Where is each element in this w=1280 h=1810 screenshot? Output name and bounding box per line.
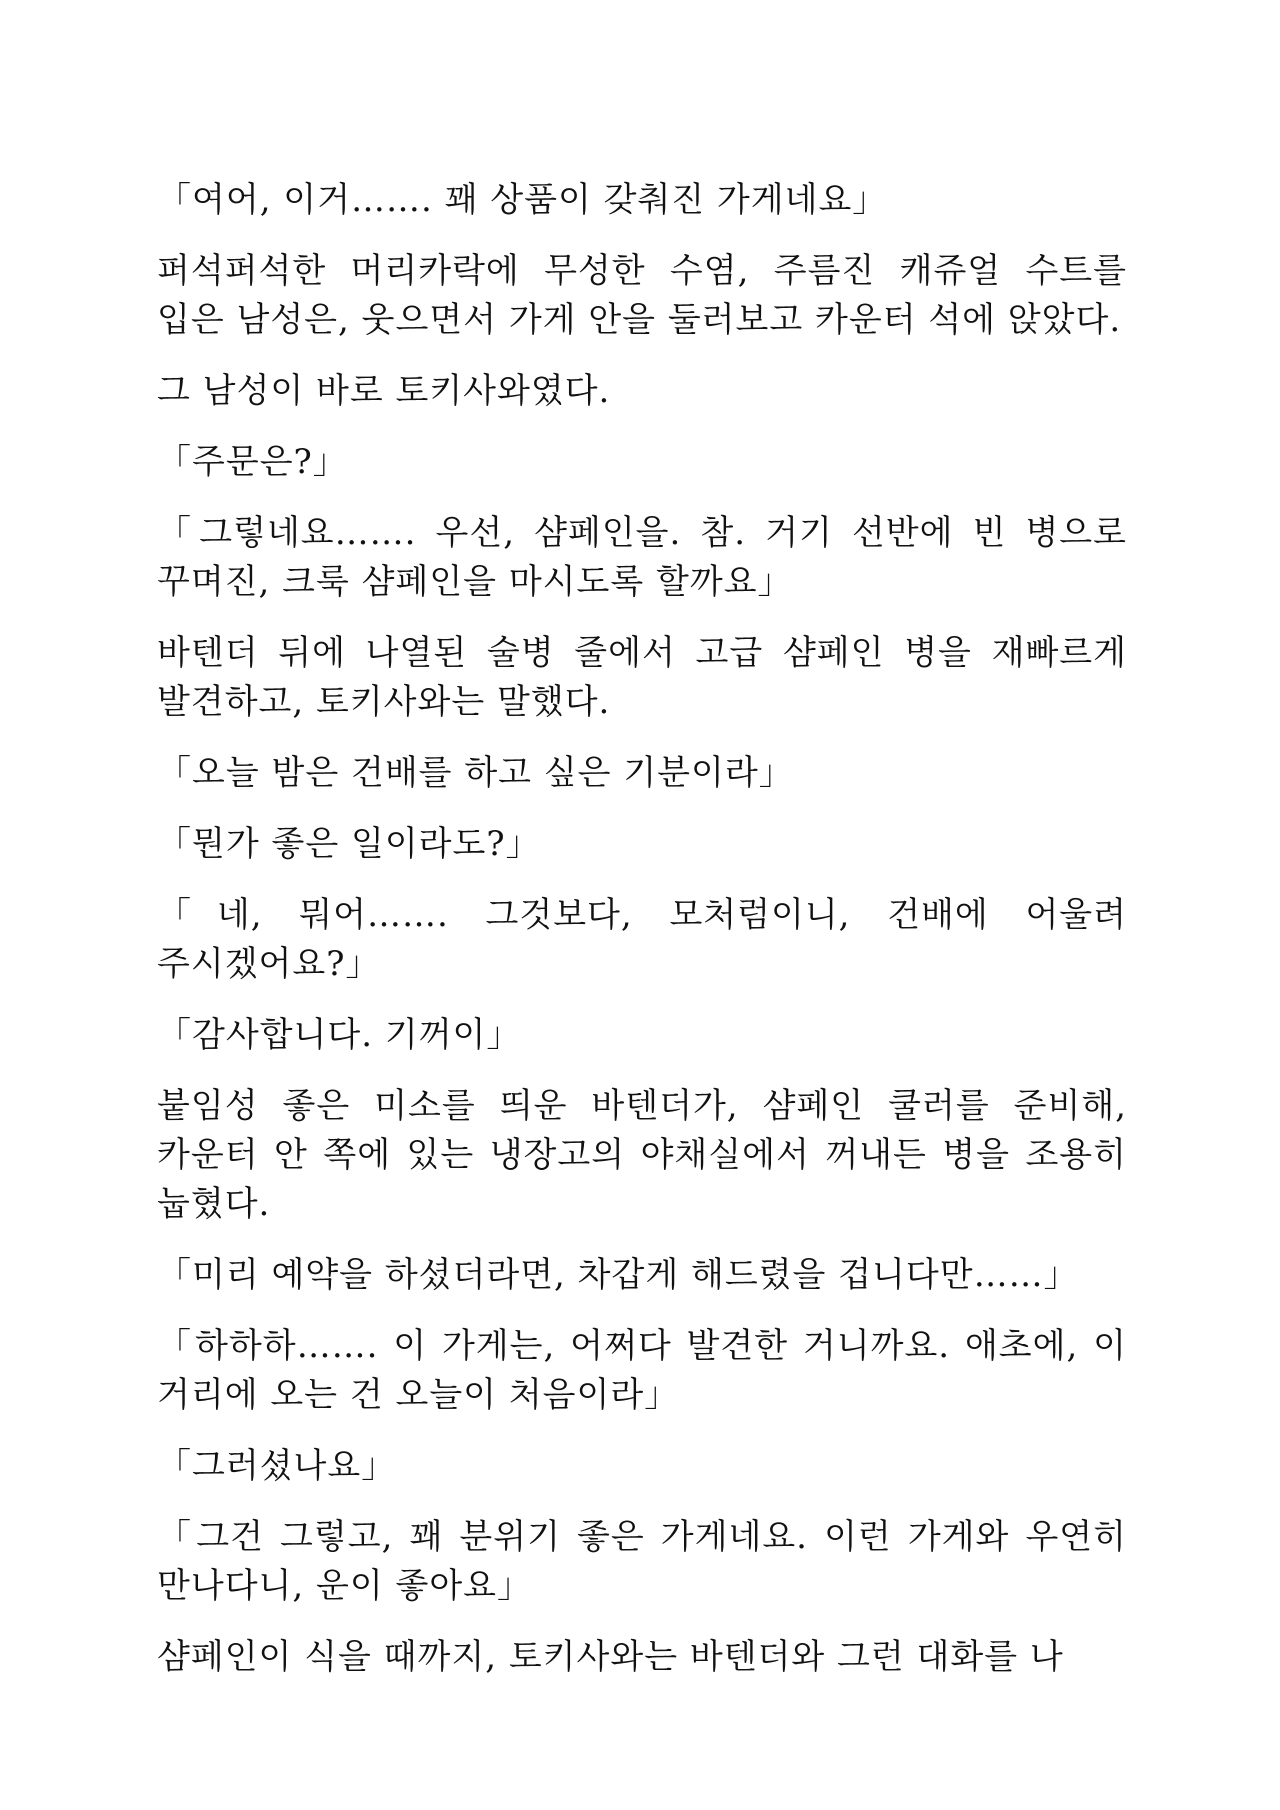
paragraph-narration: 붙임성 좋은 미소를 띄운 바텐더가, 샴페인 쿨러를 준비해, 카운터 안 쪽에 있는 냉장고의 야채실에서 꺼내든 병을 조용히 눕혔다.	[157, 1086, 1127, 1224]
paragraph-dialogue: 「오늘 밤은 건배를 하고 싶은 기분이라」	[157, 753, 794, 793]
paragraph-dialogue: 「여어, 이거……. 꽤 상품이 갖춰진 가게네요」	[157, 180, 888, 220]
paragraph-dialogue: 「네, 뭐어……. 그것보다, 모처럼이니, 건배에 어울려 주시겠어요?」	[157, 895, 1127, 984]
paragraph-narration: 바텐더 뒤에 나열된 술병 줄에서 고급 샴페인 병을 재빠르게 발견하고, 토키사와는 말했다.	[157, 633, 1127, 722]
paragraph-dialogue: 「감사합니다. 기꺼이」	[157, 1015, 522, 1055]
paragraph-dialogue: 「그러셨나요」	[157, 1446, 397, 1486]
paragraph-dialogue: 「하하하……. 이 가게는, 어쩌다 발견한 거니까요. 애초에, 이 거리에 오는 건 오늘이 처음이라」	[157, 1326, 1127, 1415]
paragraph-narration: 샴페인이 식을 때까지, 토키사와는 바텐더와 그런 대화를 나	[157, 1637, 1064, 1677]
paragraph-dialogue: 「그건 그렇고, 꽤 분위기 좋은 가게네요. 이런 가게와 우연히 만나다니, 운이 좋아요」	[157, 1517, 1127, 1606]
document-page	[157, 176, 1127, 1704]
paragraph-narration: 그 남성이 바로 토키사와였다.	[157, 371, 611, 411]
paragraph-dialogue: 「뭔가 좋은 일이라도?」	[157, 824, 541, 864]
paragraph-narration: 퍼석퍼석한 머리카락에 무성한 수염, 주름진 캐쥬얼 수트를 입은 남성은, 웃으면서 가게 안을 둘러보고 카운터 석에 앉았다.	[157, 251, 1127, 340]
paragraph-dialogue: 「그렇네요……. 우선, 샴페인을. 참. 거기 선반에 빈 병으로 꾸며진, 크룩 샴페인을 마시도록 할까요」	[157, 513, 1127, 602]
paragraph-dialogue: 「미리 예약을 하셨더라면, 차갑게 해드렸을 겁니다만……」	[157, 1255, 1079, 1295]
paragraph-dialogue: 「주문은?」	[157, 442, 348, 482]
